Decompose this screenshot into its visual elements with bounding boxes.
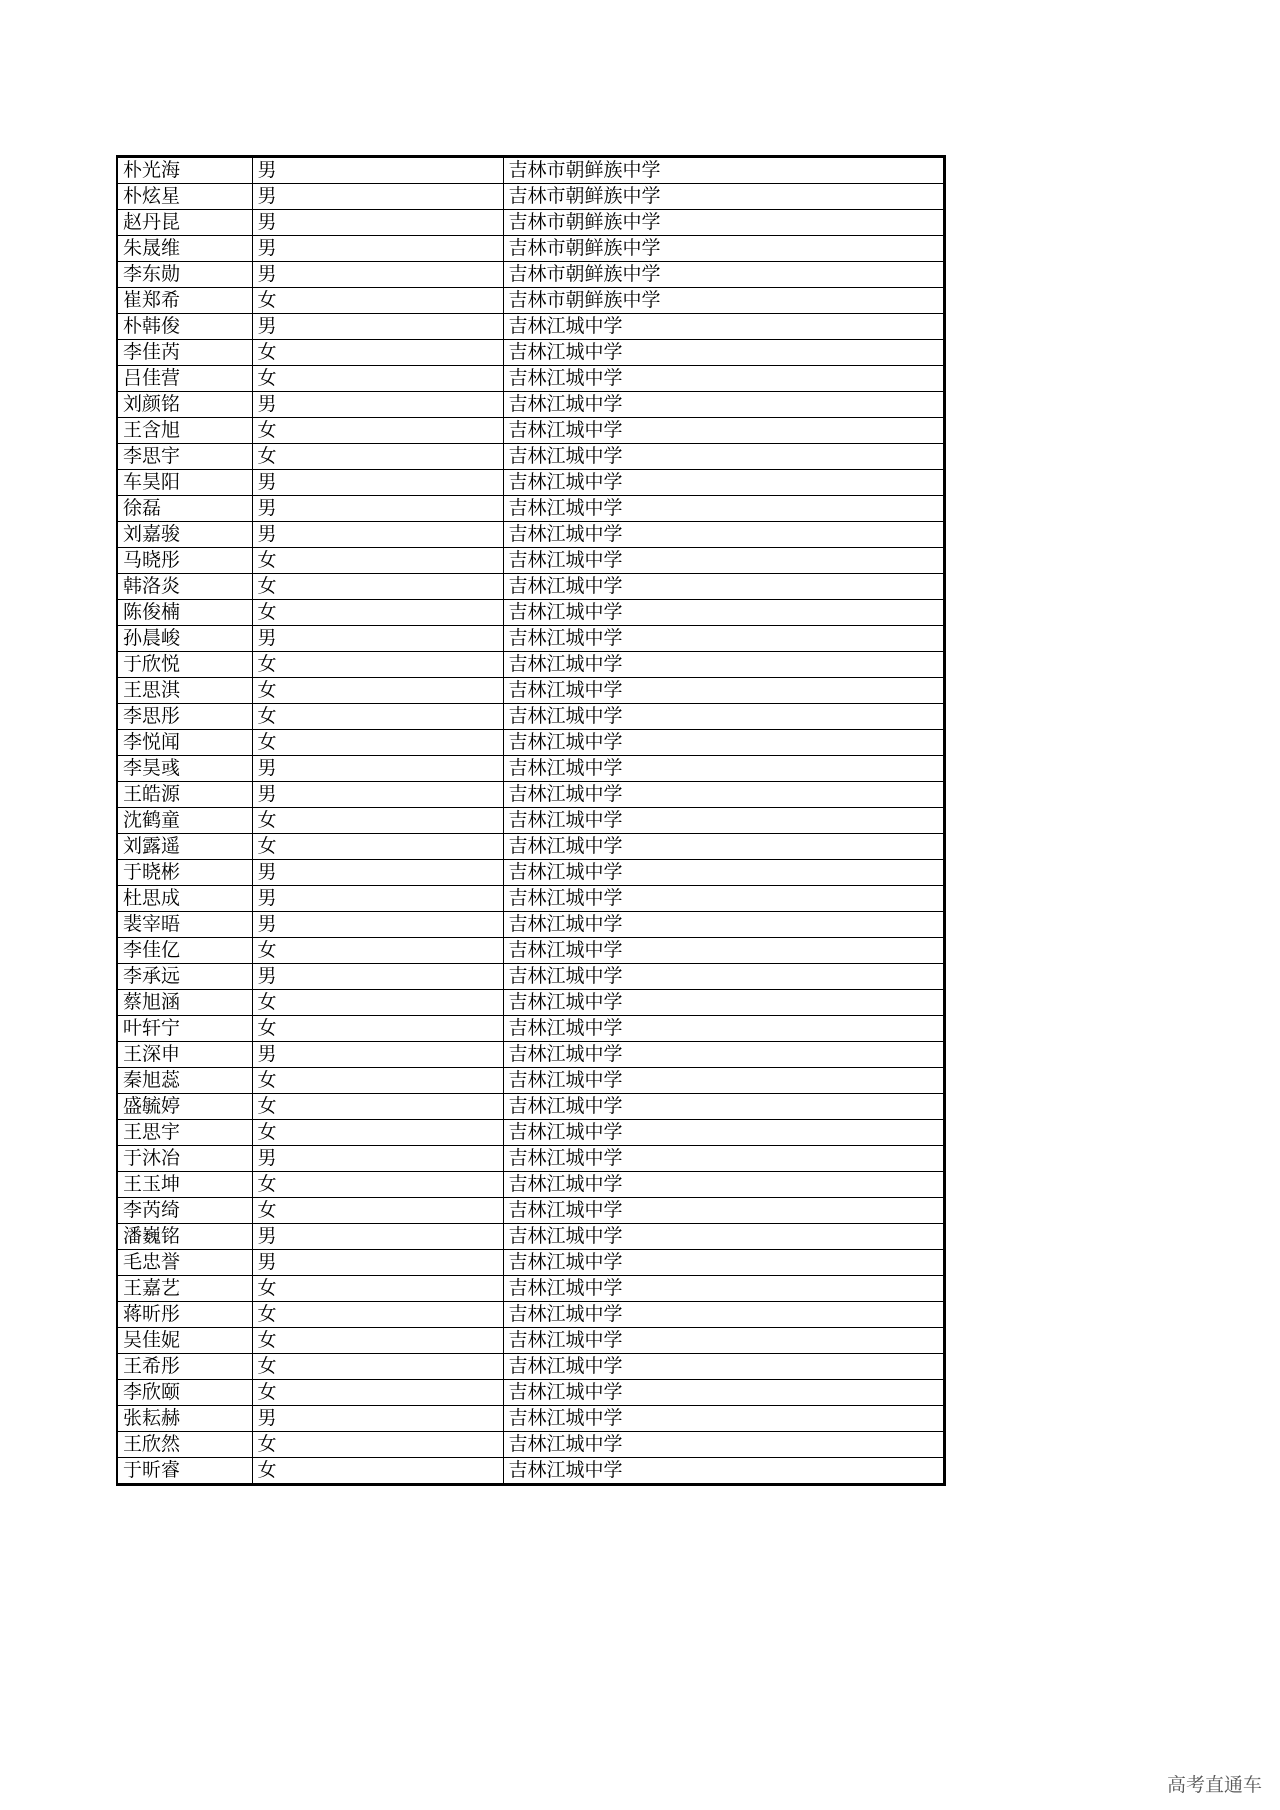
gender-cell: 女	[252, 1276, 503, 1302]
school-cell: 吉林江城中学	[503, 1302, 944, 1328]
gender-cell: 女	[252, 366, 503, 392]
school-cell: 吉林江城中学	[503, 1432, 944, 1458]
gender-cell: 女	[252, 652, 503, 678]
student-name-cell: 刘嘉骏	[117, 522, 252, 548]
student-name-cell: 刘露遥	[117, 834, 252, 860]
table-row	[117, 678, 944, 704]
gender-cell: 女	[252, 834, 503, 860]
school-cell: 吉林江城中学	[503, 626, 944, 652]
student-name-cell: 王思宇	[117, 1120, 252, 1146]
student-name-cell: 李承远	[117, 964, 252, 990]
gender-cell: 女	[252, 1432, 503, 1458]
student-name-cell: 朴韩俊	[117, 314, 252, 340]
school-cell: 吉林江城中学	[503, 1016, 944, 1042]
watermark-text: 高考直通车	[1166, 1774, 1262, 1796]
school-cell: 吉林江城中学	[503, 1406, 944, 1432]
gender-cell: 女	[252, 548, 503, 574]
table-row	[117, 964, 944, 990]
school-cell: 吉林市朝鲜族中学	[503, 236, 944, 262]
gender-cell: 男	[252, 210, 503, 236]
student-name-cell: 崔郑希	[117, 288, 252, 314]
table-row	[117, 704, 944, 730]
school-cell: 吉林江城中学	[503, 652, 944, 678]
table-row	[117, 1432, 944, 1458]
student-name-cell: 王皓源	[117, 782, 252, 808]
school-cell: 吉林江城中学	[503, 1250, 944, 1276]
table-row	[117, 184, 944, 210]
student-name-cell: 孙晨峻	[117, 626, 252, 652]
school-cell: 吉林江城中学	[503, 990, 944, 1016]
student-name-cell: 吴佳妮	[117, 1328, 252, 1354]
student-name-cell: 徐磊	[117, 496, 252, 522]
school-cell: 吉林江城中学	[503, 860, 944, 886]
student-name-cell: 韩洛炎	[117, 574, 252, 600]
gender-cell: 女	[252, 990, 503, 1016]
school-cell: 吉林江城中学	[503, 886, 944, 912]
table-row	[117, 782, 944, 808]
table-row	[117, 626, 944, 652]
gender-cell: 男	[252, 184, 503, 210]
gender-cell: 女	[252, 938, 503, 964]
gender-cell: 女	[252, 1458, 503, 1485]
gender-cell: 男	[252, 262, 503, 288]
school-cell: 吉林江城中学	[503, 418, 944, 444]
student-name-cell: 李欣颐	[117, 1380, 252, 1406]
table-row	[117, 470, 944, 496]
student-name-cell: 盛毓婷	[117, 1094, 252, 1120]
table-row	[117, 652, 944, 678]
table-row	[117, 1458, 944, 1485]
gender-cell: 男	[252, 886, 503, 912]
table-row	[117, 314, 944, 340]
school-cell: 吉林江城中学	[503, 834, 944, 860]
student-name-cell: 杜思成	[117, 886, 252, 912]
school-cell: 吉林江城中学	[503, 1276, 944, 1302]
table-row	[117, 1380, 944, 1406]
student-name-cell: 李思宇	[117, 444, 252, 470]
student-name-cell: 沈鹤童	[117, 808, 252, 834]
gender-cell: 女	[252, 1380, 503, 1406]
table-row	[117, 756, 944, 782]
table-row	[117, 236, 944, 262]
student-name-cell: 朴光海	[117, 157, 252, 184]
table-row	[117, 522, 944, 548]
table-row	[117, 1328, 944, 1354]
student-name-cell: 李佳芮	[117, 340, 252, 366]
school-cell: 吉林江城中学	[503, 704, 944, 730]
gender-cell: 男	[252, 1406, 503, 1432]
student-name-cell: 王玉坤	[117, 1172, 252, 1198]
student-name-cell: 潘巍铭	[117, 1224, 252, 1250]
school-cell: 吉林江城中学	[503, 808, 944, 834]
gender-cell: 男	[252, 1224, 503, 1250]
school-cell: 吉林江城中学	[503, 340, 944, 366]
school-cell: 吉林江城中学	[503, 1354, 944, 1380]
student-name-cell: 蔡旭涵	[117, 990, 252, 1016]
school-cell: 吉林江城中学	[503, 678, 944, 704]
student-name-cell: 王思淇	[117, 678, 252, 704]
table-row	[117, 1224, 944, 1250]
school-cell: 吉林江城中学	[503, 964, 944, 990]
table-row	[117, 157, 944, 184]
gender-cell: 女	[252, 678, 503, 704]
school-cell: 吉林江城中学	[503, 574, 944, 600]
school-cell: 吉林江城中学	[503, 1172, 944, 1198]
gender-cell: 男	[252, 756, 503, 782]
school-cell: 吉林江城中学	[503, 522, 944, 548]
gender-cell: 男	[252, 314, 503, 340]
table-row	[117, 730, 944, 756]
roster-table	[116, 155, 946, 1486]
school-cell: 吉林江城中学	[503, 938, 944, 964]
school-cell: 吉林江城中学	[503, 444, 944, 470]
gender-cell: 男	[252, 470, 503, 496]
student-name-cell: 吕佳营	[117, 366, 252, 392]
table-row	[117, 1146, 944, 1172]
school-cell: 吉林江城中学	[503, 1120, 944, 1146]
student-name-cell: 于晓彬	[117, 860, 252, 886]
gender-cell: 女	[252, 730, 503, 756]
school-cell: 吉林江城中学	[503, 1198, 944, 1224]
table-row	[117, 1094, 944, 1120]
table-row	[117, 1042, 944, 1068]
table-row	[117, 990, 944, 1016]
student-name-cell: 王深申	[117, 1042, 252, 1068]
school-cell: 吉林江城中学	[503, 496, 944, 522]
gender-cell: 女	[252, 418, 503, 444]
table-row	[117, 418, 944, 444]
school-cell: 吉林江城中学	[503, 366, 944, 392]
table-row	[117, 340, 944, 366]
school-cell: 吉林市朝鲜族中学	[503, 210, 944, 236]
student-name-cell: 朱晟维	[117, 236, 252, 262]
gender-cell: 女	[252, 340, 503, 366]
student-name-cell: 李悦闻	[117, 730, 252, 756]
school-cell: 吉林江城中学	[503, 600, 944, 626]
gender-cell: 男	[252, 964, 503, 990]
table-row	[117, 1250, 944, 1276]
gender-cell: 女	[252, 1172, 503, 1198]
table-row	[117, 262, 944, 288]
gender-cell: 男	[252, 236, 503, 262]
table-row	[117, 886, 944, 912]
student-name-cell: 朴炫星	[117, 184, 252, 210]
gender-cell: 男	[252, 522, 503, 548]
table-row	[117, 574, 944, 600]
table-row	[117, 548, 944, 574]
gender-cell: 男	[252, 860, 503, 886]
gender-cell: 女	[252, 808, 503, 834]
gender-cell: 女	[252, 574, 503, 600]
school-cell: 吉林江城中学	[503, 1458, 944, 1485]
gender-cell: 女	[252, 1198, 503, 1224]
student-name-cell: 于昕睿	[117, 1458, 252, 1485]
student-name-cell: 李昊彧	[117, 756, 252, 782]
roster-table-body	[117, 157, 944, 1485]
student-name-cell: 毛忠誉	[117, 1250, 252, 1276]
school-cell: 吉林江城中学	[503, 470, 944, 496]
student-name-cell: 马晓彤	[117, 548, 252, 574]
gender-cell: 男	[252, 157, 503, 184]
student-name-cell: 刘颜铭	[117, 392, 252, 418]
school-cell: 吉林江城中学	[503, 1146, 944, 1172]
student-name-cell: 裴宰晤	[117, 912, 252, 938]
student-name-cell: 王嘉艺	[117, 1276, 252, 1302]
school-cell: 吉林江城中学	[503, 756, 944, 782]
student-name-cell: 李东勋	[117, 262, 252, 288]
table-row	[117, 1120, 944, 1146]
table-row	[117, 366, 944, 392]
student-name-cell: 赵丹昆	[117, 210, 252, 236]
gender-cell: 女	[252, 1094, 503, 1120]
student-name-cell: 叶轩宁	[117, 1016, 252, 1042]
gender-cell: 女	[252, 1120, 503, 1146]
gender-cell: 女	[252, 704, 503, 730]
student-name-cell: 李佳亿	[117, 938, 252, 964]
gender-cell: 男	[252, 1250, 503, 1276]
school-cell: 吉林市朝鲜族中学	[503, 157, 944, 184]
school-cell: 吉林市朝鲜族中学	[503, 262, 944, 288]
student-name-cell: 于沐冶	[117, 1146, 252, 1172]
gender-cell: 男	[252, 1146, 503, 1172]
table-row	[117, 1406, 944, 1432]
gender-cell: 女	[252, 1354, 503, 1380]
gender-cell: 男	[252, 496, 503, 522]
gender-cell: 男	[252, 626, 503, 652]
school-cell: 吉林江城中学	[503, 314, 944, 340]
table-row	[117, 1302, 944, 1328]
student-name-cell: 秦旭蕊	[117, 1068, 252, 1094]
school-cell: 吉林江城中学	[503, 1068, 944, 1094]
table-row	[117, 1198, 944, 1224]
school-cell: 吉林江城中学	[503, 730, 944, 756]
student-name-cell: 李芮绮	[117, 1198, 252, 1224]
table-row	[117, 288, 944, 314]
table-row	[117, 496, 944, 522]
school-cell: 吉林江城中学	[503, 1224, 944, 1250]
student-name-cell: 陈俊楠	[117, 600, 252, 626]
student-name-cell: 蒋昕彤	[117, 1302, 252, 1328]
student-name-cell: 车昊阳	[117, 470, 252, 496]
gender-cell: 男	[252, 782, 503, 808]
gender-cell: 男	[252, 912, 503, 938]
gender-cell: 女	[252, 1068, 503, 1094]
table-row	[117, 444, 944, 470]
gender-cell: 女	[252, 444, 503, 470]
student-name-cell: 张耘赫	[117, 1406, 252, 1432]
table-row	[117, 938, 944, 964]
gender-cell: 男	[252, 1042, 503, 1068]
table-row	[117, 1172, 944, 1198]
table-row	[117, 1354, 944, 1380]
school-cell: 吉林市朝鲜族中学	[503, 184, 944, 210]
gender-cell: 女	[252, 1328, 503, 1354]
student-name-cell: 王含旭	[117, 418, 252, 444]
school-cell: 吉林江城中学	[503, 1328, 944, 1354]
student-name-cell: 王希彤	[117, 1354, 252, 1380]
table-row	[117, 1276, 944, 1302]
student-name-cell: 王欣然	[117, 1432, 252, 1458]
table-row	[117, 912, 944, 938]
student-name-cell: 于欣悦	[117, 652, 252, 678]
table-row	[117, 600, 944, 626]
gender-cell: 女	[252, 1302, 503, 1328]
student-name-cell: 李思彤	[117, 704, 252, 730]
table-row	[117, 210, 944, 236]
school-cell: 吉林市朝鲜族中学	[503, 288, 944, 314]
school-cell: 吉林江城中学	[503, 912, 944, 938]
gender-cell: 男	[252, 392, 503, 418]
table-row	[117, 1068, 944, 1094]
gender-cell: 女	[252, 1016, 503, 1042]
table-row	[117, 808, 944, 834]
school-cell: 吉林江城中学	[503, 392, 944, 418]
school-cell: 吉林江城中学	[503, 1042, 944, 1068]
school-cell: 吉林江城中学	[503, 782, 944, 808]
table-row	[117, 392, 944, 418]
table-row	[117, 1016, 944, 1042]
school-cell: 吉林江城中学	[503, 548, 944, 574]
gender-cell: 女	[252, 600, 503, 626]
school-cell: 吉林江城中学	[503, 1094, 944, 1120]
school-cell: 吉林江城中学	[503, 1380, 944, 1406]
table-row	[117, 860, 944, 886]
table-row	[117, 834, 944, 860]
gender-cell: 女	[252, 288, 503, 314]
